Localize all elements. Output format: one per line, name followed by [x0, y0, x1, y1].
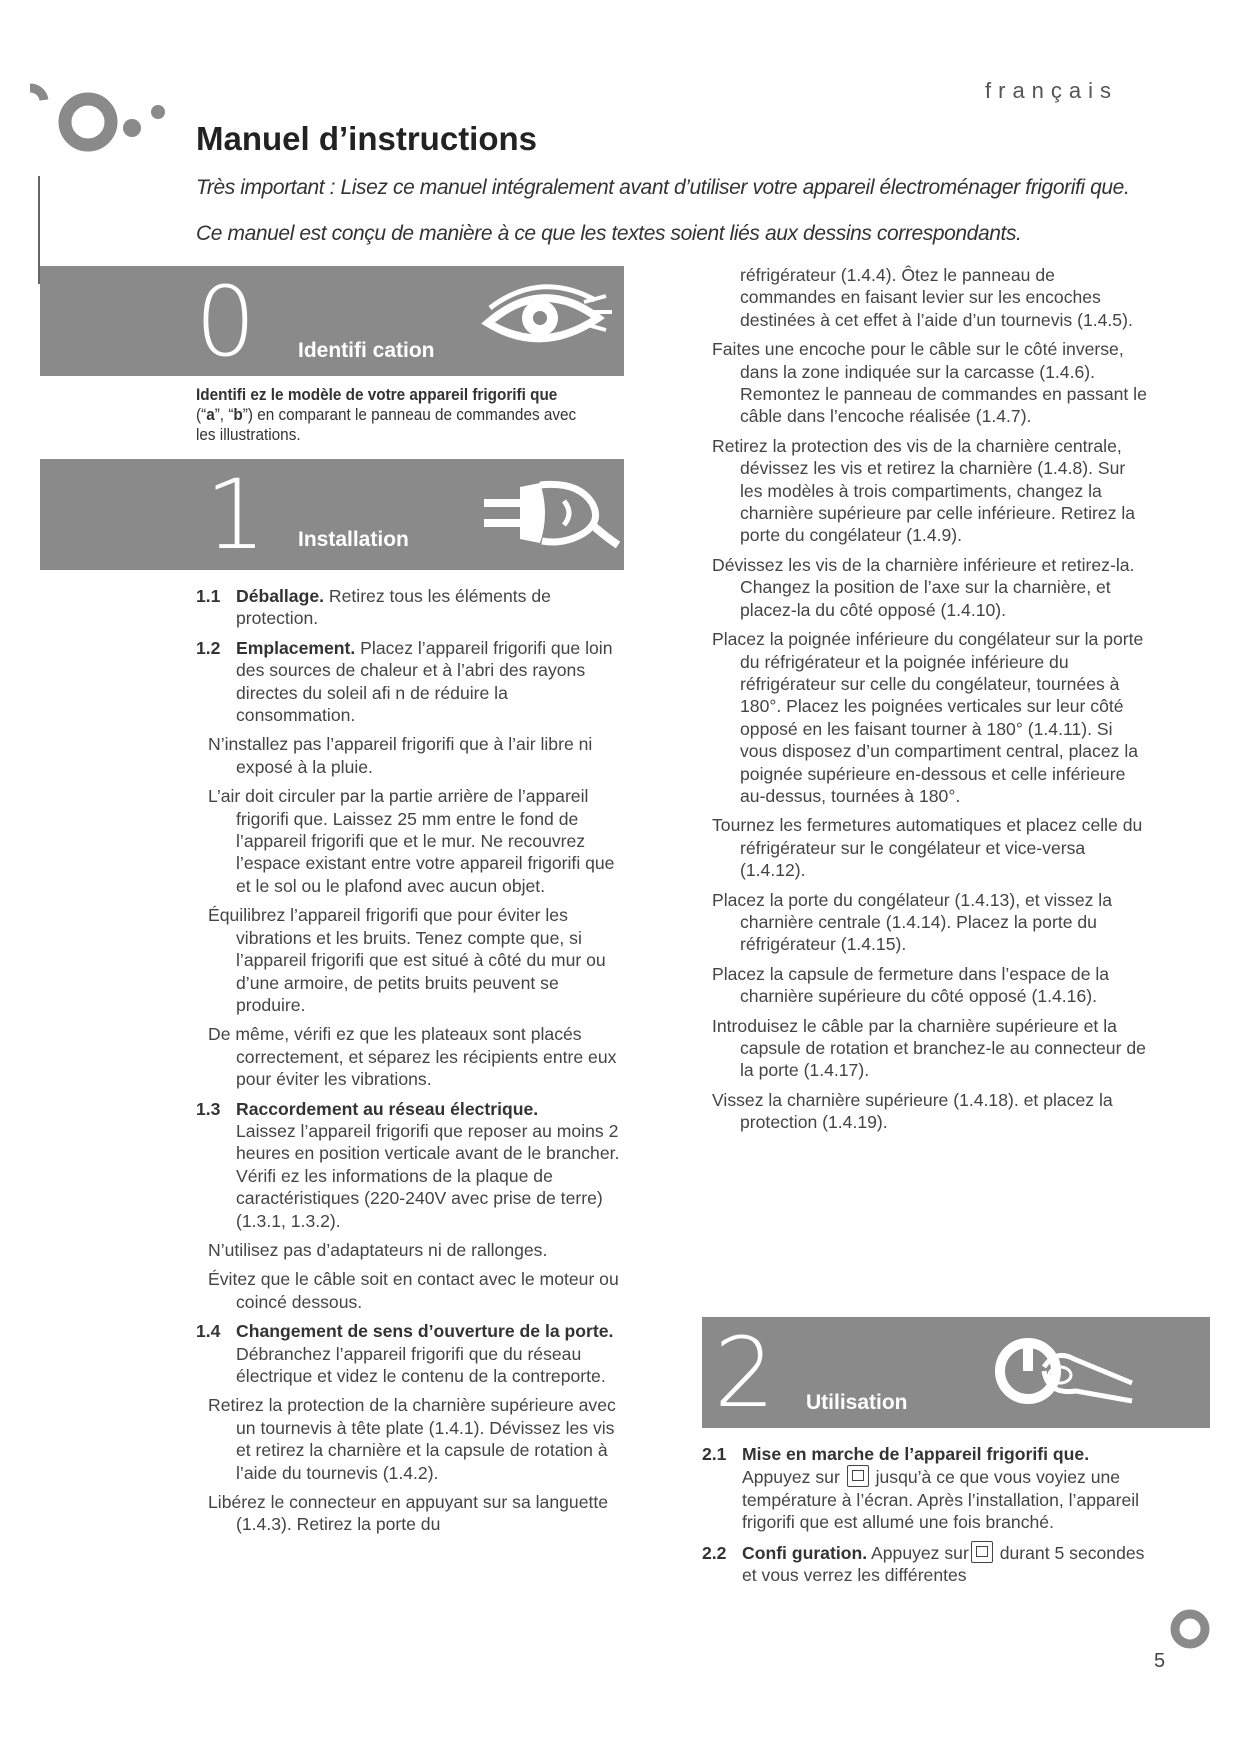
- paragraph: Évitez que le câble soit en contact avec le moteur ou coincé dessous.: [208, 1269, 619, 1312]
- step-heading: Raccordement au réseau électrique.: [236, 1098, 539, 1119]
- step-text: jusqu’à ce que vous voyiez une température à l’écran. Après l’installation, l’appareil frigorifi que est allumé une fois branché.: [742, 1467, 1140, 1533]
- paragraph: Équilibrez l’appareil frigorifi que pour éviter les vibrations et les bruits. Tenez compte que, si l’appareil frigorifi que est situé à côté du mur ou d’une armoire, de petits bruits peuvent se produire.: [208, 905, 606, 1015]
- eye-icon: [480, 278, 615, 358]
- brand-logo: [30, 78, 170, 188]
- paragraph: Placez la porte du congélateur (1.4.13), et vissez la charnière centrale (1.4.14). Placez la porte du réfrigérateur (1.4.15).: [712, 889, 1112, 955]
- step-text: durant 5 secondes et vous verrez les différentes: [742, 1542, 1145, 1586]
- decorative-ring-icon: [1168, 1608, 1210, 1650]
- section-label: Installation: [298, 528, 409, 551]
- step-number: 1.3: [196, 1098, 221, 1119]
- installation-step: [196, 1098, 632, 1232]
- step-heading: Déballage.: [236, 586, 325, 606]
- section-label: Identifi cation: [298, 339, 435, 362]
- section-banner-installation: [40, 459, 624, 570]
- text-part: ”, “: [214, 405, 234, 424]
- paragraph: De même, vérifi ez que les plateaux sont placés correctement, et séparez les récipients entre eux pour éviter les vibrations.: [208, 1024, 617, 1090]
- text-part: (“: [196, 405, 207, 424]
- step-number: 1.4: [196, 1321, 221, 1342]
- finger-button-icon: [984, 1331, 1134, 1413]
- step-heading: Mise en marche de l’appareil frigorifi que.: [742, 1444, 1090, 1464]
- paragraph: N’installez pas l’appareil frigorifi que à l’air libre ni exposé à la pluie.: [208, 734, 593, 777]
- step-heading: Emplacement.: [236, 637, 356, 658]
- paragraph: N’utilisez pas d’adaptateurs ni de rallonges.: [208, 1239, 548, 1260]
- step-number: 1.2: [196, 637, 221, 658]
- text-part: ”) en comparant le panneau de commandes avec les illustrations.: [196, 405, 577, 444]
- section-banner-utilisation: [702, 1317, 1210, 1428]
- paragraph: L’air doit circuler par la partie arrière de l’appareil frigorifi que. Laissez 25 mm entre le fond de l’appareil frigorifi que et le mur. Ne recouvrez l’espace existant entre votre appareil frigorifi que et le sol ou le plafond avec aucun objet.: [208, 786, 615, 896]
- paragraph: Vissez la charnière supérieure (1.4.18). et placez la protection (1.4.19).: [712, 1089, 1113, 1133]
- step-text: Laissez l’appareil frigorifi que reposer au moins 2 heures en position verticale avant de le brancher. Vérifi ez les informations de la plaque de caractéristiques (220-240V avec prise de terre) (1.3.1, 1.3.2).: [236, 1120, 620, 1231]
- installation-step: [196, 637, 632, 727]
- paragraph: Placez la poignée inférieure du congélateur sur la porte du réfrigérateur et la poignée inférieure du réfrigérateur sur celle du congélateur, tournées à 180°. Placez les poignées verticales sur leur côté opposé en les faisant tourner à 180° (1.4.11). Si vous disposez d’un compartiment central, placez la poignée supérieure en-dessous et celle inférieure au-dessus, tournées à 180°.: [712, 629, 1144, 806]
- paragraph: Introduisez le câble par la charnière supérieure et la capsule de rotation et branchez-le au connecteur de la porte (1.4.17).: [712, 1015, 1146, 1081]
- paragraph: Tournez les fermetures automatiques et placez celle du réfrigérateur sur le congélateur et vice-versa (1.4.12).: [712, 815, 1143, 881]
- paragraph: Retirez la protection des vis de la charnière centrale, dévissez les vis et retirez la charnière (1.4.8). Sur les modèles à trois compartiments, changez la charnière supérieure par celle inférieure. Retirez la porte du congélateur (1.4.9).: [712, 435, 1136, 546]
- section-number: 0: [195, 266, 257, 376]
- identification-text: [196, 385, 583, 445]
- installation-column: [196, 585, 632, 1543]
- language-label: français: [985, 78, 1119, 103]
- utilisation-step: [702, 1443, 1162, 1534]
- paragraph: Placez la capsule de fermeture dans l’espace de la charnière supérieure du côté opposé (1.4.16).: [712, 963, 1110, 1007]
- step-heading: Confi guration.: [742, 1542, 868, 1563]
- step-text: Appuyez sur: [867, 1542, 969, 1563]
- step-heading: Changement de sens d’ouverture de la porte.: [236, 1321, 614, 1342]
- page-title: Manuel d’instructions: [196, 120, 538, 157]
- step-text: Appuyez sur: [742, 1467, 845, 1488]
- intro-note: Ce manuel est conçu de manière à ce que les textes soient liés aux dessins correspondants.: [196, 222, 1022, 245]
- installation-step: [196, 1320, 632, 1387]
- step-text: Retirez tous les éléments de protection.: [236, 586, 551, 629]
- identification-lead: Identifi ez le modèle de votre appareil frigorifi que: [196, 385, 558, 404]
- paragraph: Dévissez les vis de la charnière inférieure et retirez-la. Changez la position de l’axe sur la charnière, et placez-la du côté opposé (1.4.10).: [712, 554, 1135, 620]
- door-reversal-column: [712, 264, 1152, 1141]
- paragraph: Libérez le connecteur en appuyant sur sa languette (1.4.3). Retirez la porte du: [208, 1492, 609, 1535]
- section-label: Utilisation: [806, 1391, 908, 1414]
- step-number: 2.2: [702, 1542, 727, 1563]
- utilisation-column: [702, 1443, 1162, 1593]
- paragraph: Retirez la protection de la charnière supérieure avec un tournevis à tête plate (1.4.1). Dévissez les vis et retirez la charnière et la capsule de rotation à l’aide du tournevis (1.4.2).: [208, 1395, 616, 1483]
- paragraph-continued: réfrigérateur (1.4.4). Ôtez le panneau de commandes en faisant levier sur les encoches destinées à cet effet à l’aide d’un tournevis (1.4.5).: [740, 265, 1133, 330]
- control-panel-button-icon: [971, 1541, 993, 1563]
- utilisation-step: [702, 1541, 1162, 1587]
- section-number: 1: [205, 459, 267, 570]
- installation-step: [196, 585, 632, 630]
- model-b: b: [233, 405, 243, 424]
- step-text: Placez l’appareil frigorifi que loin des sources de chaleur et à l’abri des rayons directes du soleil afi n de réduire la consommation.: [236, 637, 613, 726]
- page-number: 5: [1154, 1650, 1166, 1672]
- section-banner-identification: [40, 266, 624, 376]
- step-number: 1.1: [196, 586, 221, 606]
- paragraph: Faites une encoche pour le câble sur le côté inverse, dans la zone indiquée sur la carcasse (1.4.6). Remontez le panneau de commandes en passant le câble dans l’encoche réalisée (1.4.7).: [712, 339, 1147, 427]
- control-panel-button-icon: [847, 1465, 869, 1487]
- step-text: Débranchez l’appareil frigorifi que du réseau électrique et videz le contenu de la contreporte.: [236, 1343, 606, 1386]
- section-number: 2: [714, 1317, 776, 1428]
- plug-icon: [480, 473, 620, 555]
- step-number: 2.1: [702, 1444, 727, 1464]
- model-a: a: [206, 405, 215, 424]
- intro-warning: Très important : Lisez ce manuel intégralement avant d’utiliser votre appareil électroménager frigorifi que.: [196, 176, 1130, 199]
